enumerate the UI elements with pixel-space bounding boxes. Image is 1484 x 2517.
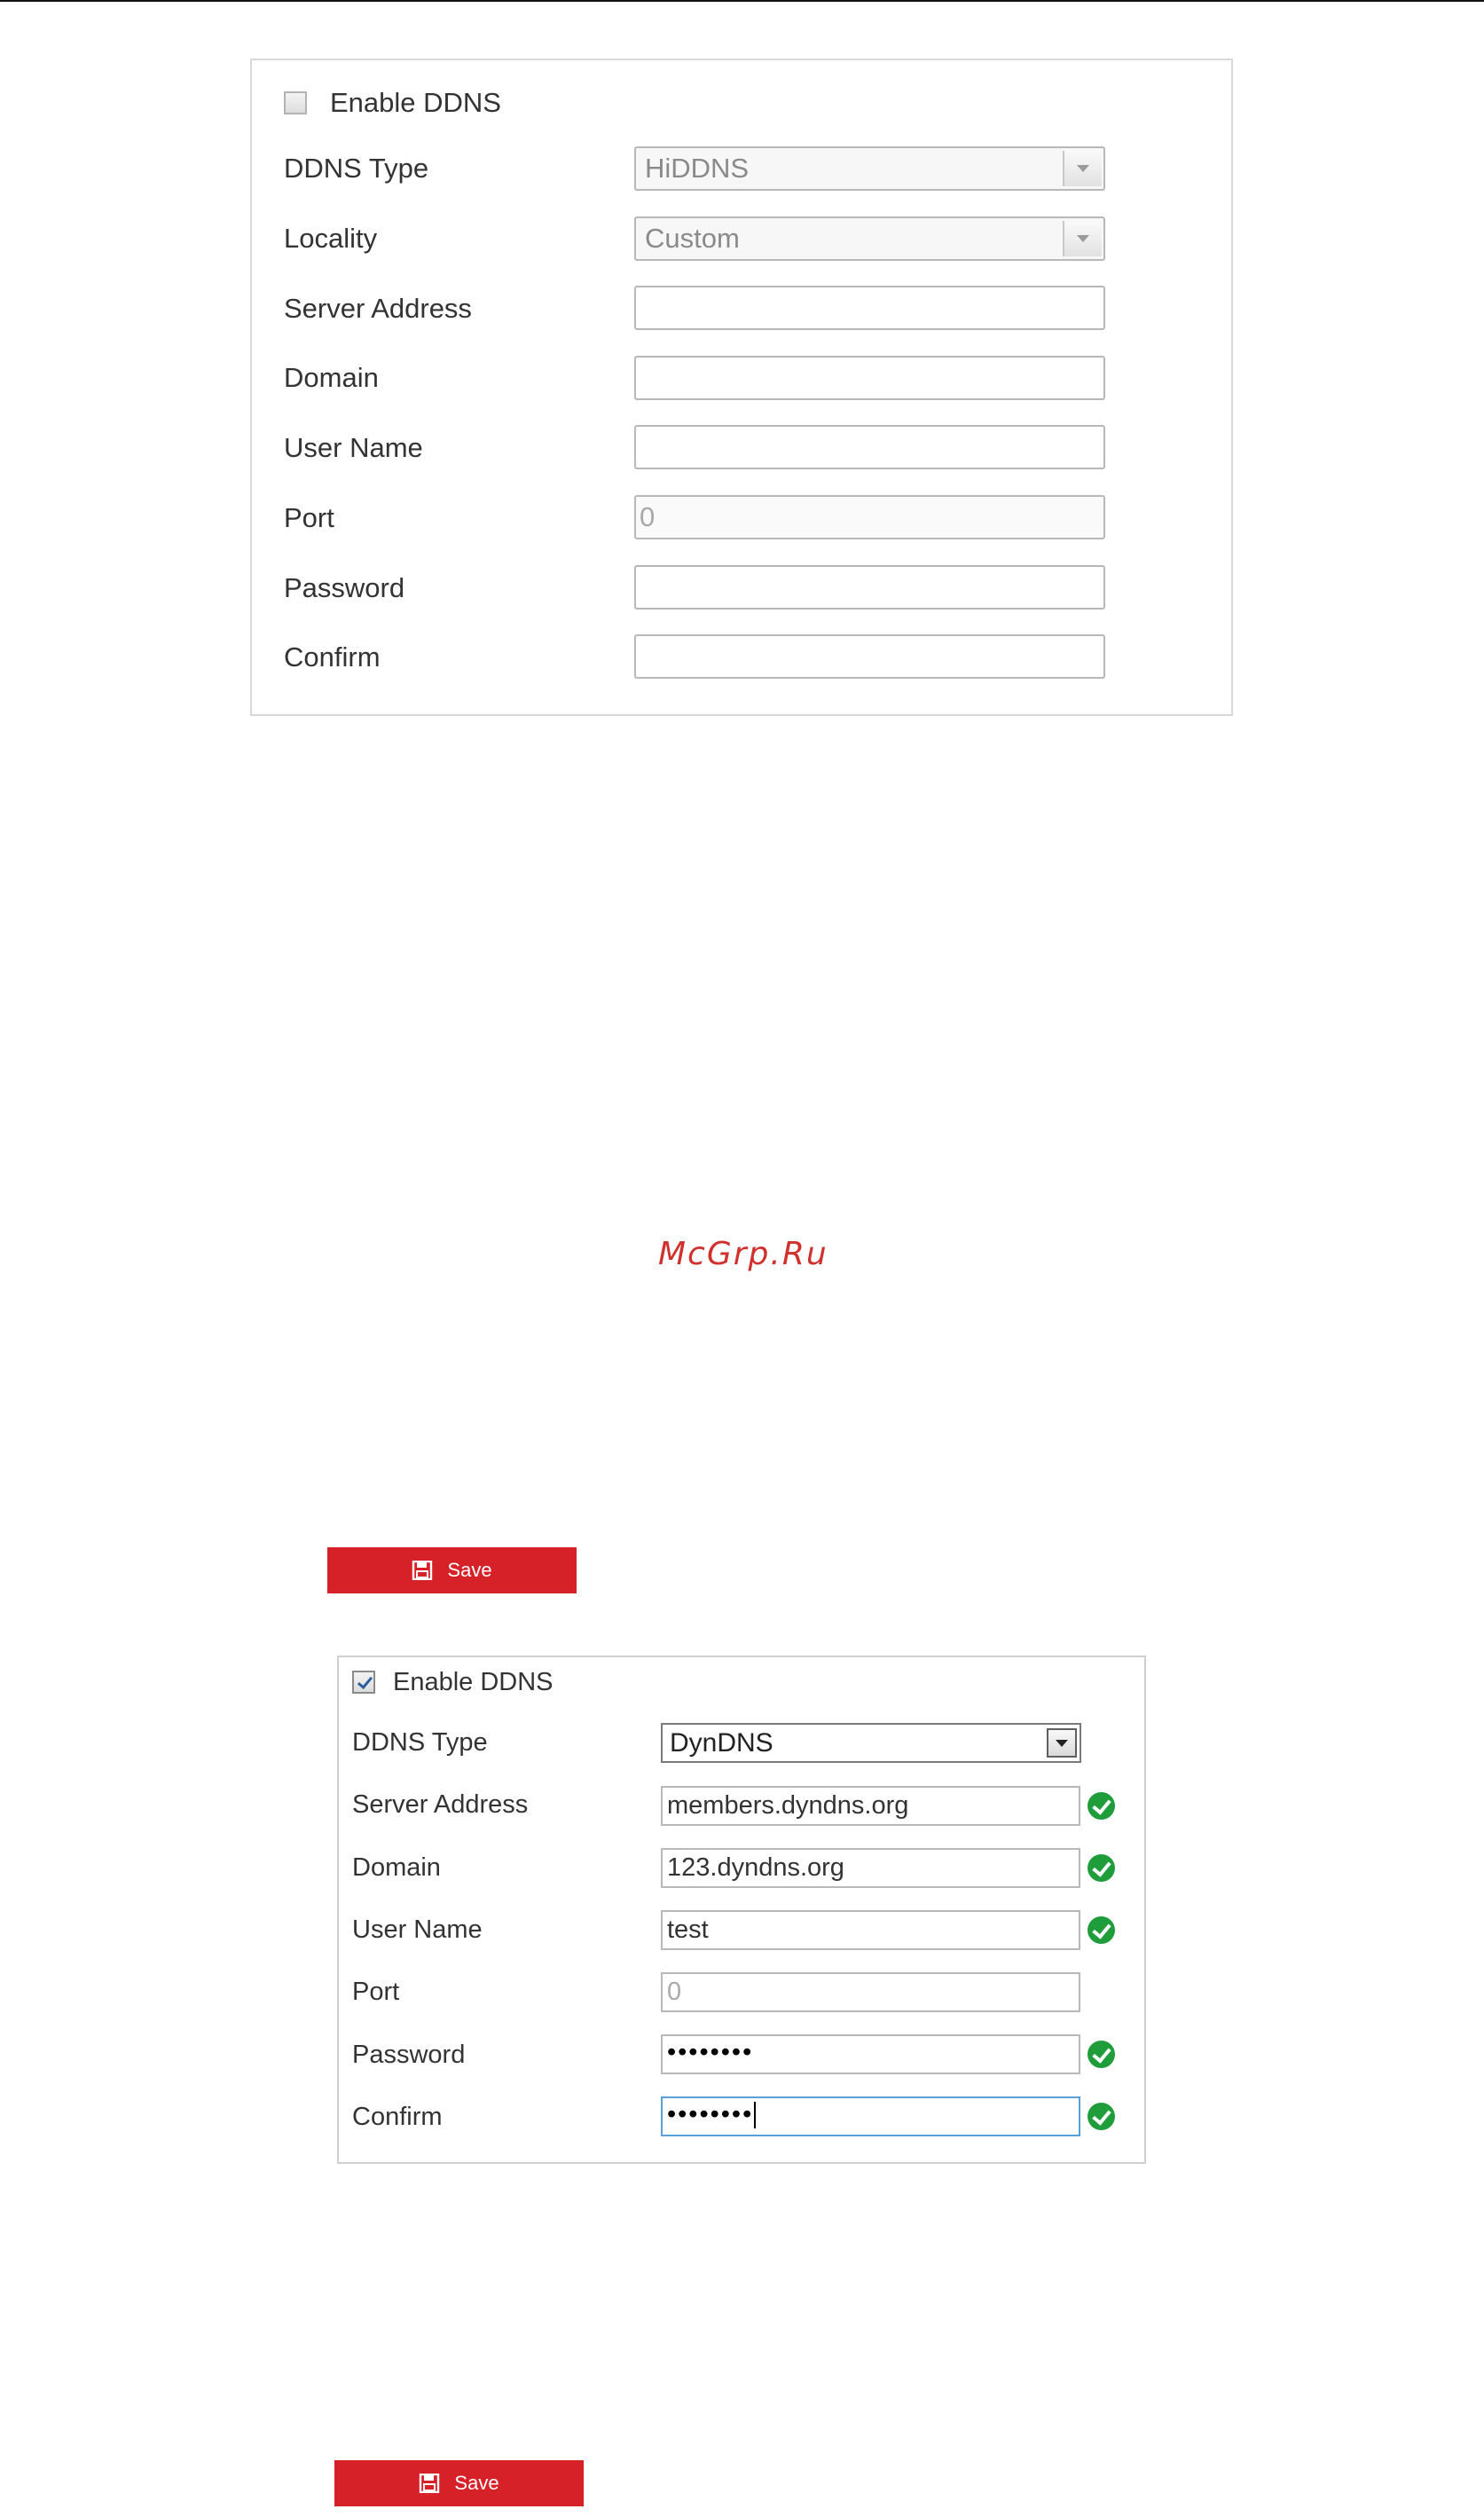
ddns-type-select[interactable] bbox=[661, 1723, 1081, 1763]
port-label: Port bbox=[284, 502, 334, 533]
domain-label: Domain bbox=[284, 362, 379, 393]
enable-ddns-checkbox[interactable] bbox=[284, 91, 307, 114]
user-name-value: test bbox=[667, 1915, 709, 1944]
ddns-type-label: DDNS Type bbox=[352, 1728, 488, 1757]
enable-ddns-label: Enable DDNS bbox=[393, 1667, 554, 1696]
check-circle-icon bbox=[1087, 2041, 1115, 2068]
locality-select[interactable] bbox=[634, 216, 1105, 261]
save-button[interactable] bbox=[334, 2460, 584, 2506]
confirm-label: Confirm bbox=[284, 641, 381, 673]
chevron-down-icon[interactable] bbox=[1047, 1728, 1077, 1758]
ddns-type-value: DynDNS bbox=[670, 1728, 773, 1758]
locality-value: Custom bbox=[645, 223, 740, 254]
user-name-label: User Name bbox=[284, 432, 423, 463]
floppy-disk-icon bbox=[419, 2474, 442, 2493]
check-circle-icon bbox=[1087, 2103, 1115, 2130]
check-circle-icon bbox=[1087, 1792, 1115, 1820]
enable-ddns-row[interactable] bbox=[284, 85, 501, 121]
user-name-label: User Name bbox=[352, 1915, 483, 1944]
password-value: •••••••• bbox=[667, 2038, 754, 2066]
domain-label: Domain bbox=[352, 1853, 441, 1882]
save-button-label: Save bbox=[454, 2472, 499, 2494]
watermark: McGrp.Ru bbox=[658, 1236, 828, 1272]
enable-ddns-checkbox-checked[interactable] bbox=[352, 1671, 375, 1694]
domain-input[interactable] bbox=[634, 356, 1105, 400]
check-circle-icon bbox=[1087, 1854, 1115, 1882]
confirm-value-wrap bbox=[667, 2100, 756, 2129]
top-rule bbox=[0, 0, 1484, 2]
text-caret bbox=[754, 2102, 756, 2128]
server-address-input[interactable] bbox=[661, 1786, 1080, 1826]
ddns-type-value: HiDDNS bbox=[645, 153, 750, 184]
chevron-down-icon[interactable] bbox=[1063, 151, 1102, 186]
user-name-input[interactable] bbox=[634, 425, 1105, 469]
locality-label: Locality bbox=[284, 223, 378, 254]
save-button-label: Save bbox=[447, 1559, 492, 1581]
confirm-input[interactable] bbox=[634, 634, 1105, 679]
floppy-disk-icon bbox=[412, 1561, 435, 1580]
enable-ddns-label: Enable DDNS bbox=[330, 87, 501, 118]
confirm-input[interactable] bbox=[661, 2096, 1080, 2136]
port-value: 0 bbox=[640, 501, 656, 532]
password-label: Password bbox=[352, 2041, 466, 2069]
port-value: 0 bbox=[667, 1978, 682, 2006]
server-address-value: members.dyndns.org bbox=[667, 1791, 909, 1820]
password-label: Password bbox=[284, 572, 405, 603]
port-input[interactable] bbox=[634, 495, 1105, 539]
server-address-input[interactable] bbox=[634, 286, 1105, 330]
enable-ddns-row[interactable] bbox=[352, 1667, 554, 1697]
user-name-input[interactable] bbox=[661, 1910, 1080, 1950]
server-address-label: Server Address bbox=[352, 1790, 529, 1819]
ddns-type-label: DDNS Type bbox=[284, 153, 429, 184]
chevron-down-icon[interactable] bbox=[1063, 221, 1102, 256]
check-circle-icon bbox=[1087, 1916, 1115, 1944]
port-input[interactable] bbox=[661, 1972, 1080, 2012]
domain-value: 123.dyndns.org bbox=[667, 1853, 844, 1882]
password-input[interactable] bbox=[634, 565, 1105, 610]
domain-input[interactable] bbox=[661, 1848, 1080, 1888]
confirm-label: Confirm bbox=[352, 2103, 443, 2131]
ddns-type-select[interactable] bbox=[634, 146, 1105, 191]
save-button[interactable] bbox=[327, 1547, 577, 1593]
server-address-label: Server Address bbox=[284, 293, 472, 324]
password-input[interactable] bbox=[661, 2034, 1080, 2074]
port-label: Port bbox=[352, 1978, 400, 2006]
confirm-value: •••••••• bbox=[667, 2100, 754, 2128]
